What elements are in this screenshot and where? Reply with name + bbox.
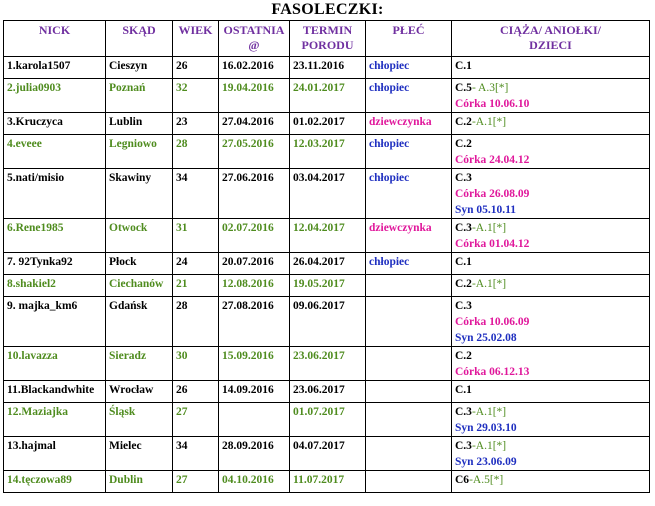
due-date-cell: 26.04.2017 <box>290 253 366 275</box>
due-date-cell: 11.07.2017 <box>290 471 366 493</box>
city-cell: Wrocław <box>106 381 173 403</box>
gender-cell <box>366 297 452 347</box>
angels-count: -A.1[*] <box>471 440 507 452</box>
pregnancy-count: C.2 <box>455 138 472 150</box>
city-cell: Dublin <box>106 471 173 493</box>
pregnancy-children-cell <box>452 403 650 437</box>
due-date-cell: 23.11.2016 <box>290 57 366 79</box>
pregnancy-children-cell <box>452 79 650 113</box>
gender-cell: chłopiec <box>366 253 452 275</box>
angels-count: -A.1[*] <box>471 278 507 290</box>
child-entry: Syn 25.02.08 <box>455 332 517 344</box>
age-cell: 31 <box>173 219 219 253</box>
city-cell: Ciechanów <box>106 275 173 297</box>
age-cell: 28 <box>173 135 219 169</box>
pregnancy-children-cell <box>452 275 650 297</box>
angels-count: -A.1[*] <box>471 222 507 234</box>
gender-cell: dziewczynka <box>366 113 452 135</box>
pregnancy-count: C.1 <box>455 384 472 396</box>
age-cell: 24 <box>173 253 219 275</box>
table-row <box>4 347 650 381</box>
pregnancy-count: C.3 <box>455 172 472 184</box>
city-cell: Skawiny <box>106 169 173 219</box>
city-cell: Gdańsk <box>106 297 173 347</box>
city-cell: Śląsk <box>106 403 173 437</box>
city-cell: Mielec <box>106 437 173 471</box>
due-date-cell: 04.07.2017 <box>290 437 366 471</box>
pregnancy-count: C6 <box>455 474 470 486</box>
header-ciaza: CIĄŻA/ ANIOŁKI/ DZIECI <box>452 21 650 57</box>
child-entry: Syn 29.03.10 <box>455 422 517 434</box>
child-entry: Syn 05.10.11 <box>455 204 517 216</box>
nick-cell: 14.tęczowa89 <box>4 471 106 493</box>
age-cell: 28 <box>173 297 219 347</box>
city-cell: Legniowo <box>106 135 173 169</box>
due-date-cell: 19.05.2017 <box>290 275 366 297</box>
table-row <box>4 381 650 403</box>
age-cell: 27 <box>173 471 219 493</box>
last-period-cell: 20.07.2016 <box>219 253 290 275</box>
city-cell: Otwock <box>106 219 173 253</box>
table-row <box>4 57 650 79</box>
table-row <box>4 135 650 169</box>
gender-cell: chłopiec <box>366 135 452 169</box>
members-table <box>3 20 650 493</box>
age-cell: 23 <box>173 113 219 135</box>
gender-cell: chłopiec <box>366 79 452 113</box>
city-cell: Cieszyn <box>106 57 173 79</box>
city-cell: Lublin <box>106 113 173 135</box>
city-cell: Płock <box>106 253 173 275</box>
last-period-cell: 15.09.2016 <box>219 347 290 381</box>
nick-cell: 10.lavazza <box>4 347 106 381</box>
last-period-cell: 28.09.2016 <box>219 437 290 471</box>
pregnancy-children-cell <box>452 347 650 381</box>
nick-cell: 2.julia0903 <box>4 79 106 113</box>
last-period-cell <box>219 403 290 437</box>
pregnancy-children-cell <box>452 219 650 253</box>
header-row <box>4 21 650 57</box>
angels-count: - A.3[*] <box>471 82 509 94</box>
city-cell: Poznań <box>106 79 173 113</box>
last-period-cell: 27.04.2016 <box>219 113 290 135</box>
gender-cell <box>366 347 452 381</box>
age-cell: 32 <box>173 79 219 113</box>
table-row <box>4 113 650 135</box>
child-entry: Córka 01.04.12 <box>455 238 530 250</box>
city-cell: Sieradz <box>106 347 173 381</box>
pregnancy-children-cell <box>452 169 650 219</box>
nick-cell: 12.Maziajka <box>4 403 106 437</box>
gender-cell <box>366 471 452 493</box>
pregnancy-count: C.2 <box>455 116 472 128</box>
table-row <box>4 437 650 471</box>
table-row <box>4 403 650 437</box>
child-entry: Córka 24.04.12 <box>455 154 530 166</box>
pregnancy-children-cell <box>452 253 650 275</box>
last-period-cell: 27.08.2016 <box>219 297 290 347</box>
due-date-cell: 12.04.2017 <box>290 219 366 253</box>
angels-count: -A.5[*] <box>469 474 504 486</box>
header-plec: PŁEĆ <box>366 21 452 57</box>
pregnancy-count: C.5 <box>455 82 472 94</box>
nick-cell: 3.Kruczyca <box>4 113 106 135</box>
nick-cell: 4.eveee <box>4 135 106 169</box>
pregnancy-children-cell <box>452 297 650 347</box>
age-cell: 27 <box>173 403 219 437</box>
nick-cell: 8.shakiel2 <box>4 275 106 297</box>
age-cell: 34 <box>173 169 219 219</box>
pregnancy-children-cell <box>452 381 650 403</box>
last-period-cell: 02.07.2016 <box>219 219 290 253</box>
due-date-cell: 23.06.2017 <box>290 347 366 381</box>
pregnancy-children-cell <box>452 437 650 471</box>
pregnancy-count: C.3 <box>455 222 472 234</box>
nick-cell: 6.Rene1985 <box>4 219 106 253</box>
child-entry: Syn 23.06.09 <box>455 456 517 468</box>
angels-count: -A.1[*] <box>471 116 507 128</box>
pregnancy-children-cell <box>452 471 650 493</box>
age-cell: 21 <box>173 275 219 297</box>
nick-cell: 7. 92Tynka92 <box>4 253 106 275</box>
due-date-cell: 01.07.2017 <box>290 403 366 437</box>
table-row <box>4 471 650 493</box>
gender-cell: chłopiec <box>366 57 452 79</box>
due-date-cell: 01.02.2017 <box>290 113 366 135</box>
pregnancy-count: C.2 <box>455 278 472 290</box>
last-period-cell: 14.09.2016 <box>219 381 290 403</box>
table-row <box>4 169 650 219</box>
header-wiek: WIEK <box>173 21 219 57</box>
header-termin: TERMIN PORODU <box>290 21 366 57</box>
page-title: FASOLECZKI: <box>271 1 384 18</box>
table-row <box>4 79 650 113</box>
table-row <box>4 297 650 347</box>
pregnancy-children-cell <box>452 113 650 135</box>
gender-cell <box>366 275 452 297</box>
last-period-cell: 04.10.2016 <box>219 471 290 493</box>
child-entry: Córka 10.06.10 <box>455 98 530 110</box>
header-nick: NICK <box>4 21 106 57</box>
nick-cell: 13.hajmal <box>4 437 106 471</box>
pregnancy-count: C.3 <box>455 440 472 452</box>
child-entry: Córka 10.06.09 <box>455 316 530 328</box>
gender-cell: chłopiec <box>366 169 452 219</box>
pregnancy-count: C.3 <box>455 406 472 418</box>
table-row <box>4 275 650 297</box>
child-entry: Córka 06.12.13 <box>455 366 530 378</box>
due-date-cell: 09.06.2017 <box>290 297 366 347</box>
table-row <box>4 219 650 253</box>
age-cell: 30 <box>173 347 219 381</box>
pregnancy-count: C.2 <box>455 350 472 362</box>
due-date-cell: 24.01.2017 <box>290 79 366 113</box>
angels-count: -A.1[*] <box>471 406 507 418</box>
nick-cell: 11.Blackandwhite <box>4 381 106 403</box>
header-ostatnia: OSTATNIA @ <box>219 21 290 57</box>
last-period-cell: 19.04.2016 <box>219 79 290 113</box>
pregnancy-count: C.1 <box>455 60 472 72</box>
due-date-cell: 12.03.2017 <box>290 135 366 169</box>
nick-cell: 5.nati/misio <box>4 169 106 219</box>
last-period-cell: 27.06.2016 <box>219 169 290 219</box>
last-period-cell: 16.02.2016 <box>219 57 290 79</box>
pregnancy-children-cell <box>452 135 650 169</box>
nick-cell: 9. majka_km6 <box>4 297 106 347</box>
age-cell: 34 <box>173 437 219 471</box>
age-cell: 26 <box>173 381 219 403</box>
gender-cell <box>366 437 452 471</box>
header-sklad: SKĄD <box>106 21 173 57</box>
gender-cell <box>366 403 452 437</box>
child-entry: Córka 26.08.09 <box>455 188 530 200</box>
gender-cell: dziewczynka <box>366 219 452 253</box>
due-date-cell: 03.04.2017 <box>290 169 366 219</box>
due-date-cell: 23.06.2017 <box>290 381 366 403</box>
age-cell: 26 <box>173 57 219 79</box>
table-row <box>4 253 650 275</box>
nick-cell: 1.karola1507 <box>4 57 106 79</box>
pregnancy-count: C.1 <box>455 256 472 268</box>
last-period-cell: 12.08.2016 <box>219 275 290 297</box>
pregnancy-count: C.3 <box>455 300 472 312</box>
gender-cell <box>366 381 452 403</box>
last-period-cell: 27.05.2016 <box>219 135 290 169</box>
pregnancy-children-cell <box>452 57 650 79</box>
